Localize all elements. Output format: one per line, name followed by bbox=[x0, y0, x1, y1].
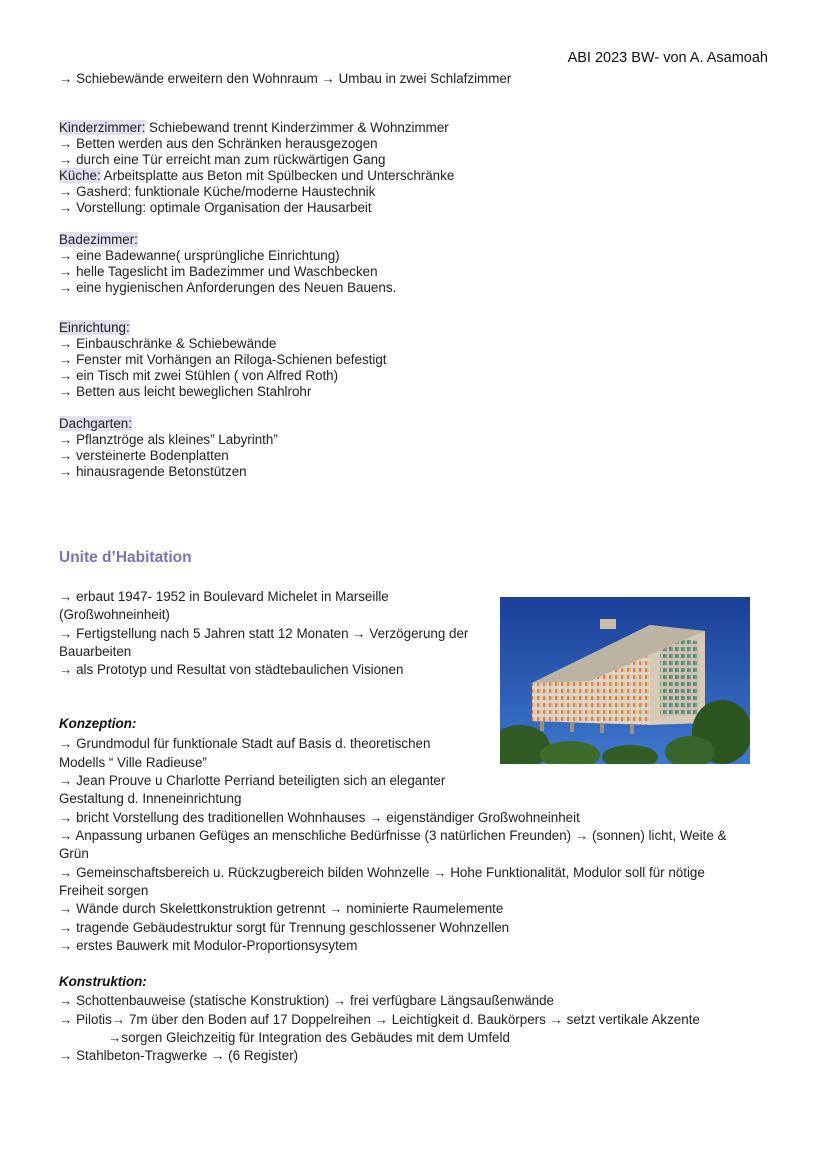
section-title: Unite d’Habitation bbox=[59, 549, 192, 566]
text-line: → Gemeinschaftsbereich u. Rückzugbereich bilden Wohnzelle → Hohe Funktionalität, Modulor soll für nötige bbox=[59, 865, 705, 880]
text-line: → tragende Gebäudestruktur sorgt für Trennung geschlossener Wohnzellen bbox=[59, 920, 510, 935]
text-line: → eine hygienischen Anforderungen des Neuen Bauens. bbox=[59, 280, 397, 295]
text-line: → ein Tisch mit zwei Stühlen ( von Alfred Roth) bbox=[59, 368, 339, 383]
text-line: → bricht Vorstellung des traditionellen Wohnhauses → eigenständiger Großwohneinheit bbox=[59, 810, 580, 825]
text-line: → Einbauschränke & Schiebewände bbox=[59, 336, 277, 351]
einrichtung-label: Einrichtung: bbox=[59, 320, 130, 335]
text-line: → Grundmodul für funktionale Stadt auf Basis d. theoretischen bbox=[59, 736, 431, 751]
kueche-line bbox=[59, 168, 454, 184]
text-line: → Anpassung urbanen Gefüges an menschliche Bedürfnisse (3 natürlichen Freunden) → (sonnen) licht, Weite & bbox=[59, 828, 727, 843]
text-line: → Wände durch Skelettkonstruktion getrennt → nominierte Raumelemente bbox=[59, 901, 504, 916]
text-line: → durch eine Tür erreicht man zum rückwärtigen Gang bbox=[59, 152, 386, 167]
konzeption-heading: Konzeption: bbox=[59, 716, 137, 731]
text-line: → eine Badewanne( ursprüngliche Einrichtung) bbox=[59, 248, 340, 263]
text-line: Freiheit sorgen bbox=[59, 883, 149, 898]
badezimmer-label: Badezimmer: bbox=[59, 232, 138, 247]
unite-habitation-image bbox=[500, 597, 750, 764]
kueche-text: Arbeitsplatte aus Beton mit Spülbecken und Unterschränke bbox=[100, 168, 455, 183]
konstruktion-heading: Konstruktion: bbox=[59, 974, 147, 989]
text-line: → helle Tageslicht im Badezimmer und Waschbecken bbox=[59, 264, 378, 279]
text-line: → versteinerte Bodenplatten bbox=[59, 448, 229, 463]
einrichtung-line bbox=[59, 320, 130, 336]
text-line: → Fenster mit Vorhängen an Riloga-Schienen befestigt bbox=[59, 352, 387, 367]
text-line: → Jean Prouve u Charlotte Perriand beteiligten sich an eleganter bbox=[59, 773, 446, 788]
badezimmer-line bbox=[59, 232, 138, 248]
text-line: Gestaltung d. Inneneinrichtung bbox=[59, 791, 242, 806]
header-author: ABI 2023 BW- von A. Asamoah bbox=[567, 50, 768, 66]
text-line: (Großwohneinheit) bbox=[59, 607, 170, 622]
text-line: →sorgen Gleichzeitig für Integration des Gebäudes mit dem Umfeld bbox=[108, 1030, 510, 1045]
text-line: → Gasherd: funktionale Küche/moderne Haustechnik bbox=[59, 184, 376, 199]
text-line: → Fertigstellung nach 5 Jahren statt 12 Monaten → Verzögerung der bbox=[59, 626, 469, 641]
kinderzimmer-line bbox=[59, 120, 449, 136]
text-line: → Schiebewände erweitern den Wohnraum → Umbau in zwei Schlafzimmer bbox=[59, 71, 512, 86]
kueche-label: Küche: bbox=[59, 168, 101, 183]
kinderzimmer-label: Kinderzimmer: bbox=[59, 120, 146, 135]
dachgarten-line bbox=[59, 416, 132, 432]
text-line: → erstes Bauwerk mit Modulor-Proportionsysytem bbox=[59, 938, 358, 953]
text-line: → Vorstellung: optimale Organisation der Hausarbeit bbox=[59, 200, 372, 215]
kinderzimmer-text: Schiebewand trennt Kinderzimmer & Wohnzimmer bbox=[145, 120, 449, 135]
text-line: → als Prototyp und Resultat von städtebaulichen Visionen bbox=[59, 662, 404, 677]
text-line: → Schottenbauweise (statische Konstruktion) → frei verfügbare Längsaußenwände bbox=[59, 993, 554, 1008]
text-line: → hinausragende Betonstützen bbox=[59, 464, 247, 479]
text-line: Modells “ Ville Radieuse” bbox=[59, 755, 207, 770]
text-line: Bauarbeiten bbox=[59, 644, 132, 659]
building-photo bbox=[500, 597, 750, 764]
dachgarten-label: Dachgarten: bbox=[59, 416, 132, 431]
text-line: → Pflanztröge als kleines” Labyrinth” bbox=[59, 432, 278, 447]
text-line: → Betten aus leicht beweglichen Stahlrohr bbox=[59, 384, 312, 399]
text-line: → Pilotis→ 7m über den Boden auf 17 Doppelreihen → Leichtigkeit d. Baukörpers → setzt vertikale Akzente bbox=[59, 1012, 700, 1027]
text-line: Grün bbox=[59, 846, 89, 861]
text-line: → Betten werden aus den Schränken herausgezogen bbox=[59, 136, 378, 151]
text-line: → erbaut 1947- 1952 in Boulevard Michelet in Marseille bbox=[59, 589, 389, 604]
text-line: → Stahlbeton-Tragwerke → (6 Register) bbox=[59, 1048, 299, 1063]
